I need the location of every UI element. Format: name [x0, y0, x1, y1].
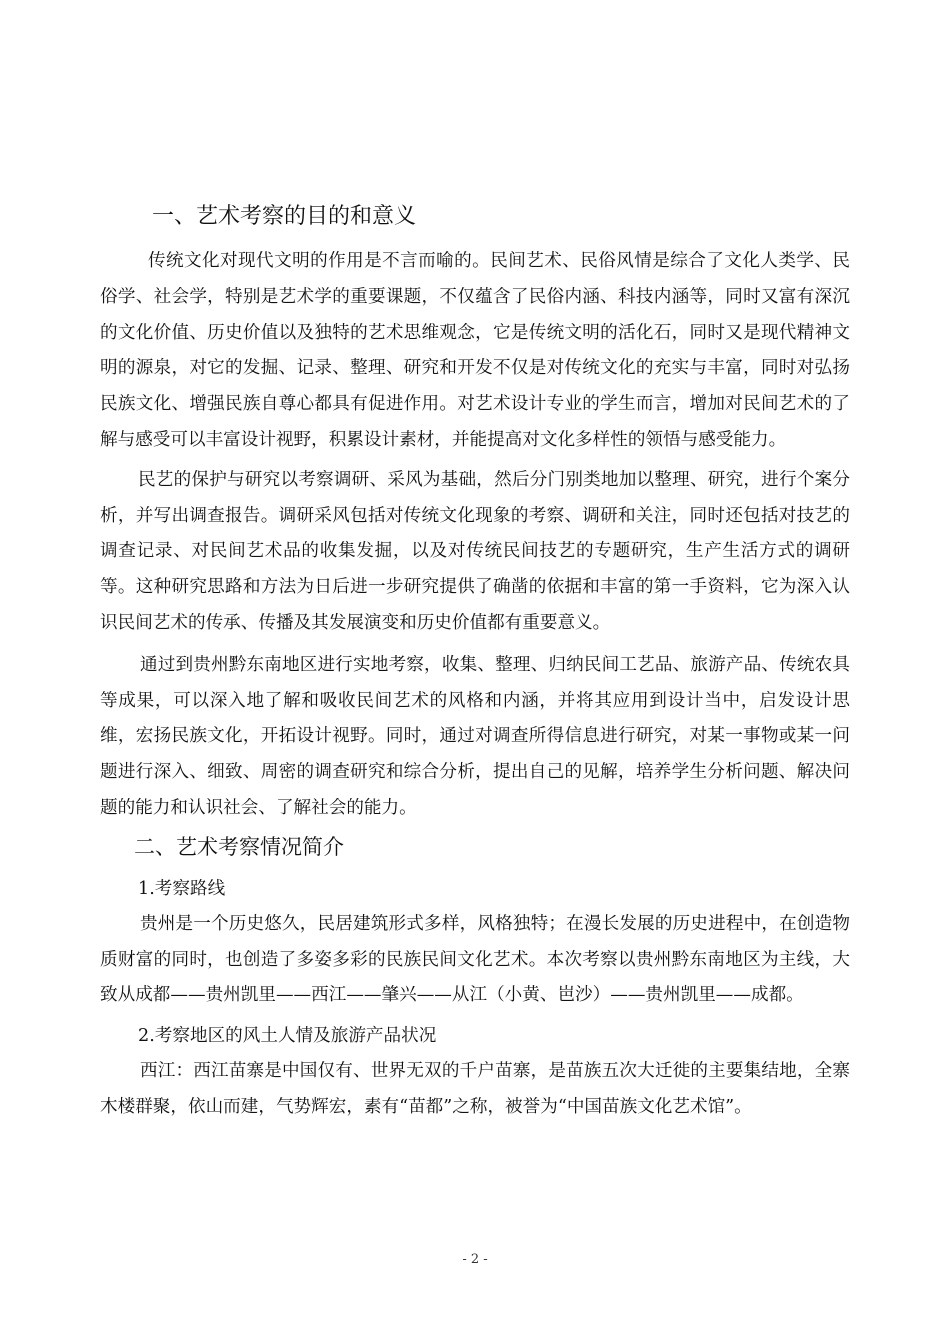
- paragraph-route: 贵州是一个历史悠久，民居建筑形式多样，风格独特；在漫长发展的历史进程中，在创造物质财富的同时，也创造了多姿多彩的民族民间文化艺术。本次考察以贵州黔东南地区为主线，大致从成都——贵州凯里——西江——肇兴——从江（小黄、岜沙）——贵州凯里——成都。: [100, 913, 850, 1006]
- paragraph-xijiang: 西江：西江苗寨是中国仅有、世界无双的千户苗寨，是苗族五次大迁徙的主要集结地，全寨木楼群聚，依山而建，气势辉宏，素有“苗都”之称，被誉为“中国苗族文化艺术馆”。: [100, 1061, 850, 1117]
- section-heading-overview: 二、艺术考察情况简介: [134, 834, 344, 859]
- section-heading-purpose: 一、艺术考察的目的和意义: [152, 204, 417, 229]
- paragraph-field-survey: 通过到贵州黔东南地区进行实地考察，收集、整理、归纳民间工艺品、旅游产品、传统农具等成果，可以深入地了解和吸收民间艺术的风格和内涵，并将其应用到设计当中，启发设计思维，宏扬民族文化，开拓设计视野。同时，通过对调查所得信息进行研究，对某一事物或某一问题进行深入、细致、周密的调查研究和综合分析，提出自己的见解，培养学生分析问题、解决问题的能力和认识社会、了解社会的能力。: [100, 654, 850, 818]
- subheading-route: 1.考察路线: [138, 878, 226, 899]
- paragraph-traditional-culture: 传统文化对现代文明的作用是不言而喻的。民间艺术、民俗风情是综合了文化人类学、民俗学、社会学，特别是艺术学的重要课题，不仅蕴含了民俗内涵、科技内涵等，同时又富有深沉的文化价值、历史价值以及独特的艺术思维观念，它是传统文明的活化石，同时又是现代精神文明的源泉，对它的发掘、记录、整理、研究和开发不仅是对传统文化的充实与丰富，同时对弘扬民族文化、增强民族自尊心都具有促进作用。对艺术设计专业的学生而言，增加对民间艺术的了解与感受可以丰富设计视野，积累设计素材，并能提高对文化多样性的领悟与感受能力。: [100, 251, 850, 450]
- paragraph-folk-art-research: 民艺的保护与研究以考察调研、采风为基础，然后分门别类地加以整理、研究，进行个案分析，并写出调查报告。调研采风包括对传统文化现象的考察、调研和关注，同时还包括对技艺的调查记录、对民间艺术品的收集发掘，以及对传统民间技艺的专题研究，生产生活方式的调研等。这种研究思路和方法为日后进一步研究提供了确凿的依据和丰富的第一手资料，它为深入认识民间艺术的传承、传播及其发展演变和历史价值都有重要意义。: [100, 469, 850, 633]
- subheading-customs: 2.考察地区的风土人情及旅游产品状况: [138, 1026, 437, 1047]
- page-number: - 2 -: [462, 1252, 488, 1267]
- document-body: [100, 200, 850, 1126]
